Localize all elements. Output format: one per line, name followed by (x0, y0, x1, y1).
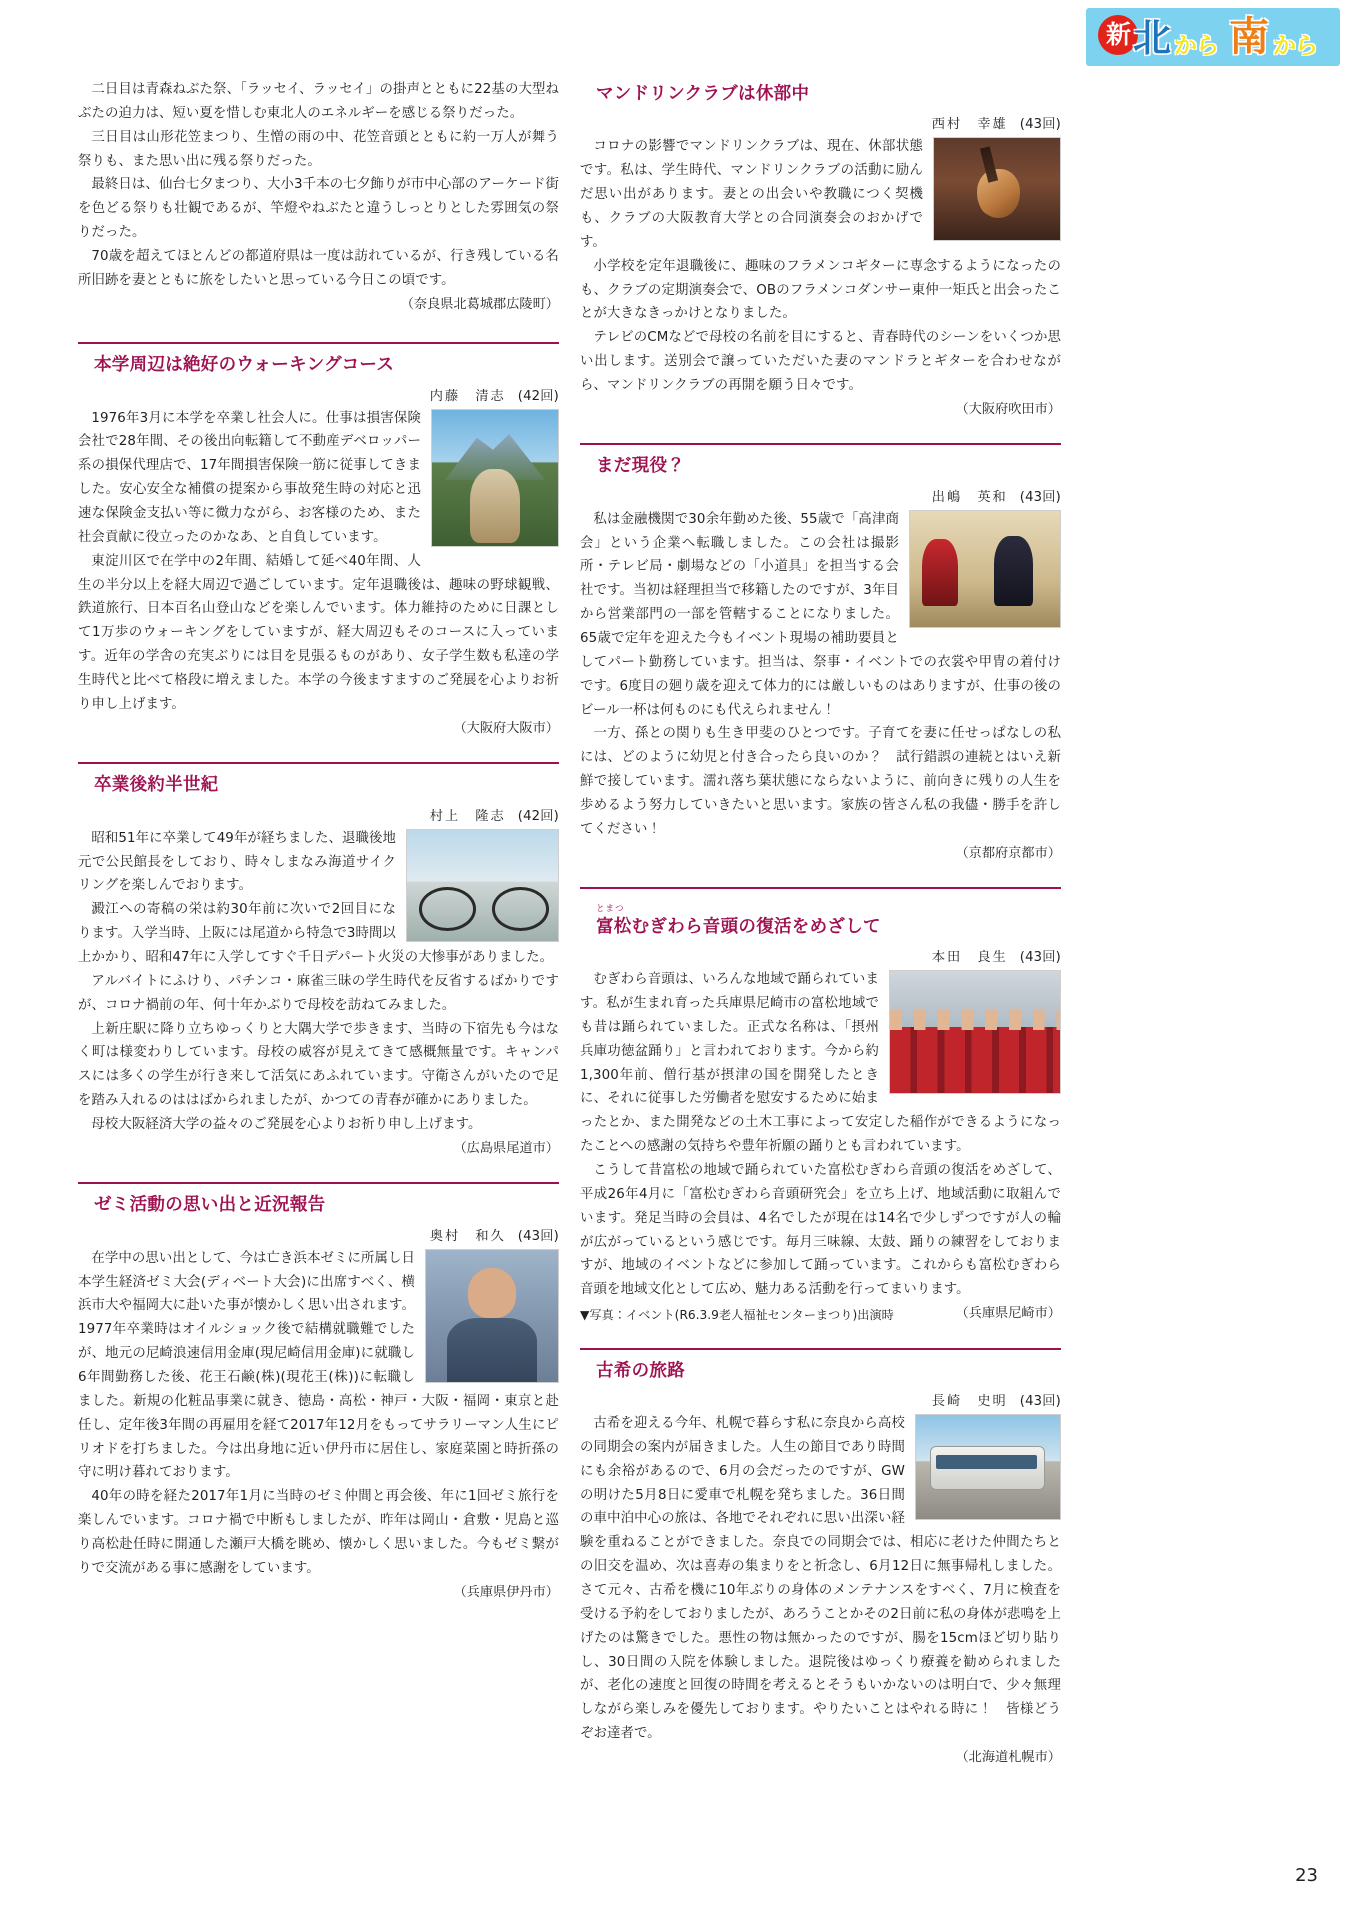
title-ruby-wrap (580, 898, 1061, 915)
section-divider (580, 443, 1061, 445)
article-byline (580, 113, 1061, 132)
article-body (580, 1412, 1061, 1770)
banner-minami-text: 南 (1229, 14, 1267, 60)
article-title: 富松むぎわら音頭の復活をめざして (596, 916, 881, 937)
author-class: (42回) (517, 388, 559, 404)
author-class: (43回) (1019, 489, 1061, 505)
title-ruby: とまつ (596, 904, 625, 915)
photo-caption: ▼写真：イベント(R6.3.9老人福祉センターまつり)出演時 (580, 1307, 894, 1322)
article-body (580, 508, 1061, 866)
article-byline (78, 385, 559, 404)
article-photo (406, 829, 559, 942)
section-divider (580, 1348, 1061, 1350)
banner-shin-badge: 新 (1098, 15, 1138, 55)
article-body (78, 407, 559, 741)
paragraph: 二日目は青森ねぶた祭、「ラッセイ、ラッセイ」の掛声とともに22基の大型ねぶたの迫力は、短い夏を惜しむ東北人のエネルギーを感じる祭りだった。 (78, 82, 559, 121)
paragraph: 私は金融機関で30余年勤めた後、55歳で「高津商会」という企業へ転職しました。この会社は撮影所・テレビ局・劇場などの「小道具」を担当する会社です。当初は経理担当で移籍したのですが、3年目から営業部門の一部を管轄することになりました。65歳で定年を迎えた今もイベント現場の補助要員としてパート勤務しています。担当は、祭事・イベントでの衣裳や甲冑の着付けです。6度目の廻り歳を迎えて体力的には厳しいものはありますが、仕事の後のビール一杯は何ものにも代えられません！ (580, 511, 1061, 718)
author-name: 内藤 清志 (429, 388, 506, 404)
article-title: マンドリンクラブは休部中 (596, 84, 810, 104)
article-photo (909, 510, 1061, 628)
author-name: 本田 良生 (931, 950, 1008, 966)
article-credit: （兵庫県尼崎市） (955, 1306, 1061, 1322)
author-name: 奥村 和久 (429, 1228, 506, 1244)
section-divider (580, 887, 1061, 889)
paragraph: 三日目は山形花笠まつり、生憎の雨の中、花笠音頭とともに約一万人が舞う祭りも、また思い出に残る祭りだった。 (78, 129, 559, 169)
paragraph: 70歳を超えてほとんどの都道府県は一度は訪れているが、行き残している名所旧跡を妻とともに旅をしたいと思っている今日この頃です。 (78, 249, 559, 288)
section-divider (78, 762, 559, 764)
article-title: ゼミ活動の思い出と近況報告 (94, 1195, 326, 1216)
author-name: 長崎 史明 (931, 1394, 1008, 1410)
paragraph: 昭和51年に卒業して49年が経ちました、退職後地元で公民館長をしており、時々しまなみ海道サイクリングを楽しんでおります。 (78, 830, 396, 894)
paragraph: 1976年3月に本学を卒業し社会人に。仕事は損害保険会社で28年間、その後出向転籍して不動産デベロッパー系の損保代理店で、17年間損害保険一筋に従事してきました。安心安全な補償の提案から事故発生時の対応と迅速な保険金支払い等に微力ながら、お客様のため、また社会貢献に役立ったのかなあ、と自負しています。 (78, 410, 421, 545)
article-credit: （大阪府大阪市） (453, 720, 559, 736)
article-credit: （北海道札幌市） (955, 1750, 1061, 1766)
article-body (580, 968, 1061, 1326)
banner-kara-text-1: から (1174, 33, 1218, 59)
article-title: 本学周辺は絶好のウォーキングコース (94, 355, 395, 376)
banner-inner (1086, 8, 1340, 66)
paragraph: こうして昔富松の地域で踊られていた富松むぎわら音頭の復活をめざして、平成26年4月に「富松むぎわら音頭研究会」を立ち上げ、地域活動に取組んでいます。発足当時の会員は、4名でしたが現在は14名で少しずつですが人の輪が広がっているという感じです。毎月三味線、太鼓、踊りの練習をしておりますが、地域のイベントなどに参加して踊っています。これからも富松むぎわら音頭を地域文化として広め、魅力ある活動を行ってまいります。 (580, 1162, 1061, 1298)
paragraph: 最終日は、仙台七夕まつり、大小3千本の七夕飾りが市中心部のアーケード街を色どる祭りも壮観であるが、竿燈やねぶたと違うしっとりとした雰囲気の祭りだった。 (78, 177, 559, 241)
paragraph: 40年の時を経た2017年1月に当時のゼミ仲間と再会後、年に1回ゼミ旅行を楽しんでいます。コロナ禍で中断もしましたが、昨年は岡山・倉敷・児島と巡り高松赴任時に開通した瀬戸大橋を眺め、懐かしく思いました。今もゼミ繋がりで交流がある事に感謝をしています。 (78, 1489, 559, 1576)
article-photo (425, 1249, 559, 1383)
banner-kita-text: 北 (1133, 16, 1170, 60)
page-number: 23 (1295, 1865, 1318, 1886)
article-title: 古希の旅路 (596, 1360, 685, 1381)
article-title: まだ現役？ (596, 456, 685, 477)
article-body (580, 135, 1061, 421)
paragraph: テレビのCMなどで母校の名前を目にすると、青春時代のシーンをいくつか思い出します。送別会で譲っていただいた妻のマンドラとギターを合わせながら、マンドリンクラブの再開を願う日々です。 (580, 330, 1061, 393)
right-column (580, 78, 1061, 1770)
paragraph: 小学校を定年退職後に、趣味のフラメンコギターに専念するようになったのも、クラブの定期演奏会で、OBのフラメンコダンサー東仲一矩氏と出会ったことが大きなきっかけとなりました。 (580, 258, 1061, 322)
author-name: 西村 幸雄 (931, 117, 1008, 133)
section-divider (78, 1182, 559, 1184)
author-name: 村上 隆志 (429, 808, 506, 824)
paragraph: 古希を迎える今年、札幌で暮らす私に奈良から高校の同期会の案内が届きました。人生の節目であり時間にも余裕があるので、6月の会だったのですが、GWの明けた5月8日に愛車で札幌を発ちました。36日間の車中泊中心の旅は、各地でそれぞれに思い出深い経験を重ねることができました。奈良での同期会では、相応に老けた仲間たちとの旧交を温め、次は喜寿の集まりをと祈念し、6月12日に無事帰札しました。さて元々、古希を機に10年ぶりの身体のメンテナンスをすべく、7月に検査を受ける予約をしておりましたが、あろうことかその2日前に私の身体が悲鳴を上げたのは驚きでした。悪性の物は無かったのですが、腸を15cmほど切り貼りし、30日間の入院を体験しました。退院後はゆっくり療養を勧められましたが、老化の速度と回復の時間を考えるとそうもいかないのは明白で、少々無理しながら楽しみを優先しております。やりたいことはやれる時に！ 皆様どうぞお達者で。 (580, 1416, 1061, 1742)
article-credit: （兵庫県伊丹市） (453, 1584, 559, 1600)
paragraph: 一方、孫との関りも生き甲斐のひとつです。子育てを妻に任せっぱなしの私には、どのように幼児と付き合ったら良いのか？ 試行錯誤の連続とはいえ新鮮で接しています。濡れ落ち葉状態にならないように、前向きに残りの人生を歩めるよう努力していきたいと思います。家族の皆さん私の我儘・勝手を許してください！ (580, 726, 1061, 837)
paragraph: むぎわら音頭は、いろんな地域で踊られています。私が生まれ育った兵庫県尼崎市の富松地域でも昔は踊られていました。正式な名称は、「摂州兵庫功徳盆踊り」と言われております。今から約1,300年前、僧行基が摂津の国を開発したときに、それに従事した労働者を慰安するために始まったとか、また開発などの土木工事によって安定した稲作ができるようになったことへの感謝の気持ちや豊年祈願の踊りとも言われています。 (580, 972, 1061, 1155)
paragraph: アルバイトにふけり、パチンコ・麻雀三昧の学生時代を反省するばかりですが、コロナ禍前の年、何十年かぶりで母校を訪ねてみました。 (78, 973, 559, 1013)
article-byline (580, 486, 1061, 505)
article-photo (889, 970, 1061, 1094)
author-class: (43回) (1019, 117, 1061, 133)
paragraph: 母校大阪経済大学の益々のご発展を心よりお祈り申し上げます。 (91, 1116, 482, 1132)
author-class: (42回) (517, 808, 559, 824)
banner-kara-text-2: から (1273, 33, 1317, 59)
article-byline (78, 1225, 559, 1244)
article-photo (933, 137, 1061, 241)
article-photo (915, 1414, 1061, 1520)
article-continued (78, 78, 559, 316)
author-class: (43回) (1019, 1394, 1061, 1410)
article-credit: （奈良県北葛城郡広陵町） (400, 296, 559, 312)
left-column (78, 78, 559, 1604)
article-credit: （広島県尾道市） (453, 1140, 559, 1156)
author-name: 出嶋 英和 (931, 489, 1008, 505)
article-body (78, 827, 559, 1161)
paragraph: 東淀川区で在学中の2年間、結婚して延べ40年間、人生の半分以上を経大周辺で過ごしています。定年退職後は、趣味の野球観戦、鉄道旅行、日本百名山登山などを楽しんでいます。体力維持のために日課として1万歩のウォーキングをしていますが、経大周辺もそのコースに入っています。近年の学舎の充実ぶりには目を見張るものがあり、女子学生数も私達の学生時代と比べて格段に増えました。本学の今後ますますのご発展を心よりお祈り申し上げます。 (78, 553, 559, 712)
article-byline (580, 946, 1061, 965)
article-title: 卒業後約半世紀 (94, 775, 219, 796)
paragraph: 澱江への寄稿の栄は約30年前に次いで2回目になります。入学当時、上阪には尾道から特急で3時間以上かかり、昭和47年に入学してすぐ千日デパート火災の大惨事がありました。 (78, 902, 554, 965)
section-divider (78, 342, 559, 344)
article-credit: （大阪府吹田市） (955, 401, 1061, 417)
article-body (78, 1247, 559, 1605)
article-byline (78, 805, 559, 824)
paragraph: 在学中の思い出として、今は亡き浜本ゼミに所属し日本学生経済ゼミ大会(ディベート大会)に出席すべく、横浜市大や福岡大に赴いた事が懐かしく思い出されます。1977年卒業時はオイルショック後で結構就職難でしたが、地元の尼崎浪速信用金庫(現尼崎信用金庫)に就職し6年間勤務した後、花王石鹸(株)(現花王(株))に転職しました。新規の化粧品事業に就き、徳島・高松・神戸・大阪・福岡・東京と赴任し、定年後3年間の再雇用を経て2017年12月をもってサラリーマン人生にピリオドを打ちました。今は出身地に近い伊丹市に居住し、家庭菜園と時折孫の守に明け暮れております。 (78, 1250, 559, 1481)
article-byline (580, 1390, 1061, 1409)
paragraph: コロナの影響でマンドリンクラブは、現在、休部状態です。私は、学生時代、マンドリンクラブの活動に励んだ思い出があります。妻との出会いや教職につく契機も、クラブの大阪教育大学との合同演奏会のおかげです。 (580, 139, 923, 250)
masthead-banner (1086, 8, 1340, 66)
article-photo (431, 409, 559, 547)
article-credit: （京都府京都市） (955, 845, 1061, 861)
author-class: (43回) (517, 1228, 559, 1244)
paragraph: 上新庄駅に降り立ちゆっくりと大隅大学で歩きます、当時の下宿先も今はなく町は様変わりしています。母校の威容が見えてきて感概無量です。キャンパスには多くの学生が行き来して活気にあふれています。守衛さんがいたので足を踏み入れるのははばかられましたが、かつての青春が確かにありました。 (78, 1021, 559, 1109)
author-class: (43回) (1019, 950, 1061, 966)
